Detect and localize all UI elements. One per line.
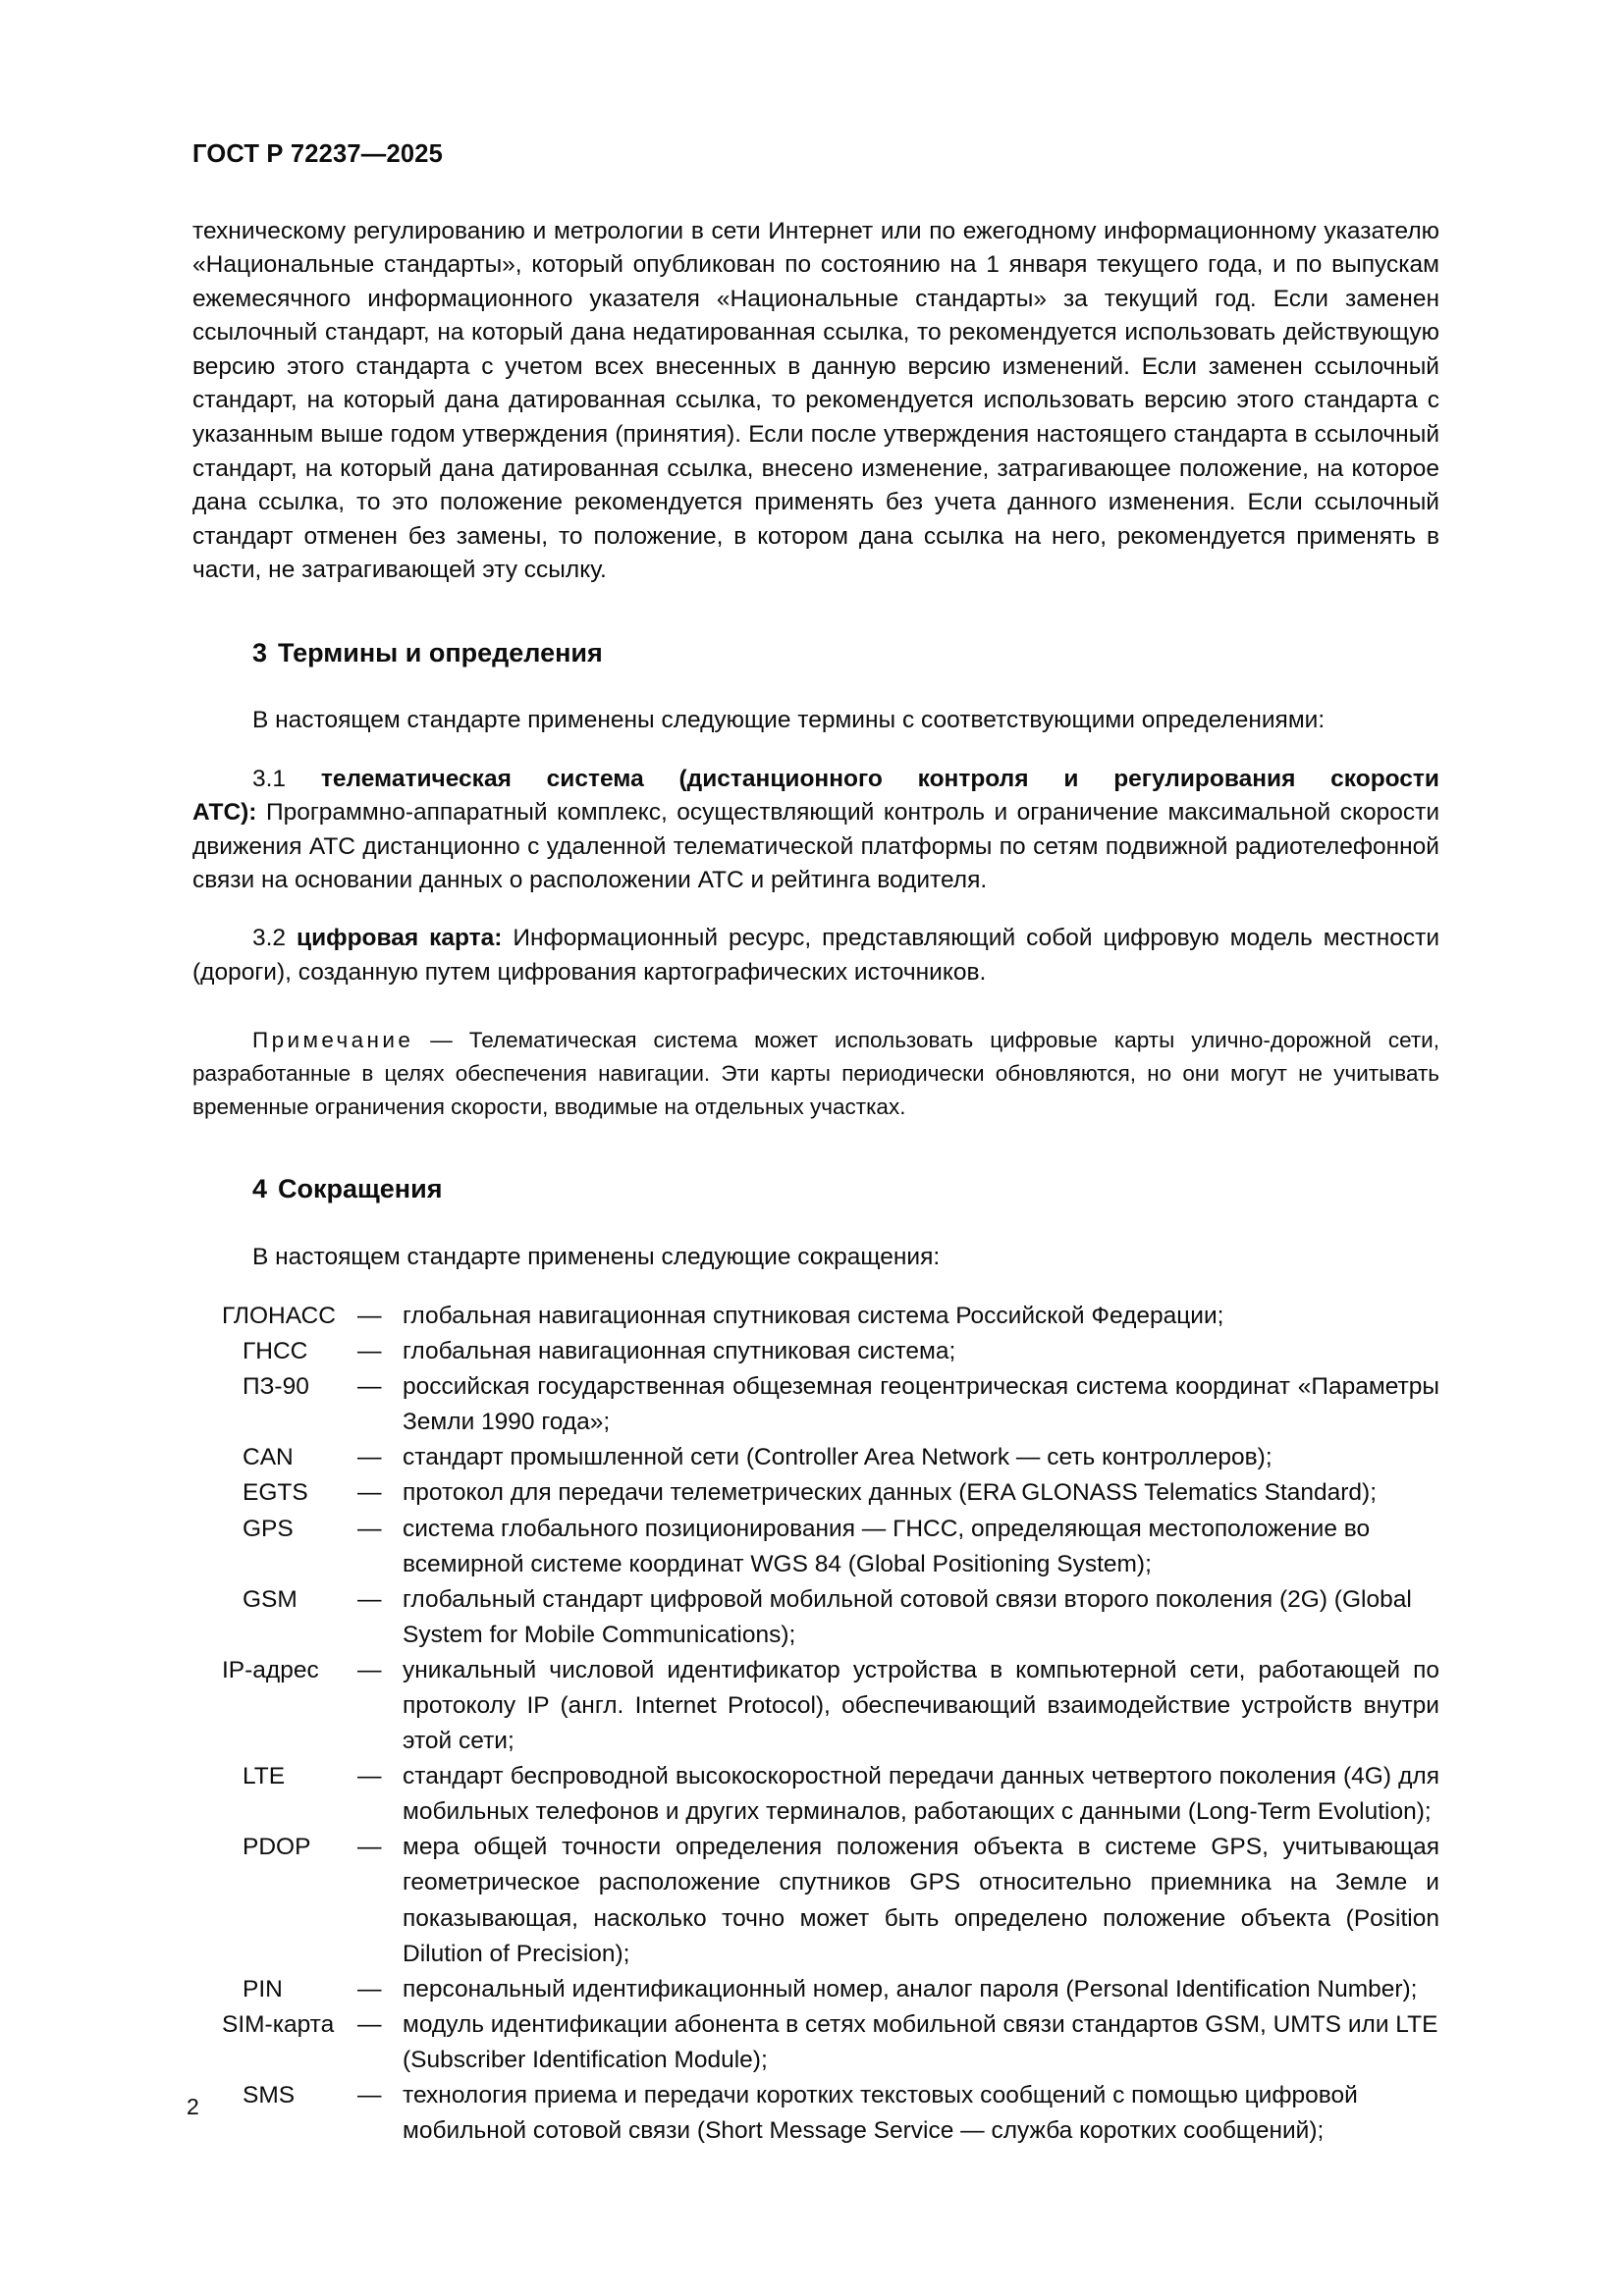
abbreviation-dash: — xyxy=(357,2082,382,2109)
abbreviation-definition: уникальный числовой идентификатор устройства в компьютерной сети, работающей по протоколу IP (англ. Internet Protocol), обеспечивающий взаимодействие устройств внутри этой сети; xyxy=(403,1656,1439,1755)
abbreviation-row xyxy=(192,1830,1439,1971)
note-paragraph xyxy=(192,1024,1439,1125)
intro-paragraph: техническому регулированию и метрологии в сети Интернет или по ежегодному информационному указателю «Национальные стандарты», который опубликован по состоянию на 1 января текущего года, и по выпускам ежемесячного информационного указателя «Национальные стандарты» за текущий год. Если заменен ссылочный стандарт, на который дана недатированная ссылка, то рекомендуется использовать действующую версию этого стандарта с учетом всех внесенных в данную версию изменений. Если заменен ссылочный стандарт, на который дана датированная ссылка, то рекомендуется использовать версию этого стандарта с указанным выше годом утверждения (принятия). Если после утверждения настоящего стандарта в ссылочный стандарт, на который дана датированная ссылка, внесено изменение, затрагивающее положение, на которое дана ссылка, то это положение рекомендуется применять без учета данного изменения. Если ссылочный стандарт отменен без замены, то положение, в котором дана ссылка на него, рекомендуется применять в части, не затрагивающей эту ссылку. xyxy=(192,217,1439,584)
section-heading-abbreviations xyxy=(252,1173,1439,1204)
abbreviation-term: SMS xyxy=(243,2082,296,2109)
abbreviation-definition: глобальная навигационная спутниковая система Российской Федерации; xyxy=(403,1302,1224,1329)
term-entry-3-1 xyxy=(192,763,1439,898)
abbreviations-lead-in: В настоящем стандарте применены следующие сокращения: xyxy=(252,1243,941,1270)
abbreviation-row xyxy=(192,1440,1439,1475)
abbreviation-term: IP-адрес xyxy=(222,1656,319,1683)
term-entry-3-2 xyxy=(192,922,1439,989)
abbreviation-term: GSM xyxy=(243,1585,298,1613)
abbreviation-dash: — xyxy=(357,1302,382,1329)
abbreviation-row xyxy=(192,2007,1439,2078)
abbreviation-dash: — xyxy=(357,1656,382,1683)
abbreviation-definition: стандарт беспроводной высокоскоростной передачи данных четвертого поколения (4G) для мобильных телефонов и других терминалов, работающих с данными (Long-Term Evolution); xyxy=(403,1763,1439,1826)
abbreviation-definition: российская государственная общеземная геоцентрическая система координат «Параметры Земли 1990 года»; xyxy=(403,1373,1439,1436)
abbreviation-dash: — xyxy=(357,1834,382,1861)
abbreviation-row xyxy=(192,1759,1439,1830)
abbreviation-definition: технология приема и передачи коротких текстовых сообщений с помощью цифровой мобильной сотовой связи (Short Message Service — служба коротких сообщений); xyxy=(403,2082,1358,2145)
abbreviation-dash: — xyxy=(357,1479,382,1507)
abbreviation-definition: глобальная навигационная спутниковая система; xyxy=(403,1338,956,1365)
abbreviation-term: PIN xyxy=(243,1975,283,2002)
abbreviation-row xyxy=(192,1369,1439,1440)
terms-block xyxy=(192,704,1439,1124)
abbreviation-row xyxy=(192,1475,1439,1511)
abbreviation-term: GPS xyxy=(243,1515,294,1542)
abbreviation-term: LTE xyxy=(243,1763,286,1790)
abbreviation-definition: стандарт промышленной сети (Controller Area Network — сеть контроллеров); xyxy=(403,1444,1272,1471)
section-number-abbreviations: 4 xyxy=(252,1174,268,1204)
abbreviation-dash: — xyxy=(357,1763,382,1790)
abbreviation-term: EGTS xyxy=(243,1479,308,1507)
abbreviation-dash: — xyxy=(357,1444,382,1471)
abbreviation-row xyxy=(192,1512,1439,1582)
abbreviation-term: PDOP xyxy=(243,1834,311,1861)
note-label: Примечание xyxy=(252,1027,414,1052)
abbreviation-definition: персональный идентификационный номер, аналог пароля (Personal Identification Number); xyxy=(403,1975,1418,2002)
term-name-3-1: телематическая система (дистанционного контроля и регулирования скорости АТС): xyxy=(192,765,1439,827)
abbreviation-term: CAN xyxy=(243,1444,294,1471)
document-header-standard-number: ГОСТ Р 72237—2025 xyxy=(192,140,444,168)
abbreviation-definition: модуль идентификации абонента в сетях мобильной связи стандартов GSM, UMTS или LTE (Subscriber Identification Module); xyxy=(403,2010,1438,2073)
abbreviation-row xyxy=(192,1653,1439,1759)
abbreviation-row xyxy=(192,1299,1439,1334)
abbreviation-definition: глобальный стандарт цифровой мобильной сотовой связи второго поколения (2G) (Global System for Mobile Communications); xyxy=(403,1585,1412,1648)
abbreviation-row xyxy=(192,1582,1439,1653)
term-name-3-2: цифровая карта: xyxy=(297,925,503,952)
abbreviation-definition: протокол для передачи телеметрических данных (ERA GLONASS Telematics Standard); xyxy=(403,1479,1378,1507)
note-dash: — xyxy=(413,1027,469,1052)
abbreviation-definition: мера общей точности определения положения объекта в системе GPS, учитывающая геометрическое расположение спутников GPS относительно приемника на Земле и показывающая, насколько точно может быть определено положение объекта (Position Dilution of Precision); xyxy=(403,1834,1439,1967)
abbreviation-term: SIM-карта xyxy=(222,2010,335,2038)
term-definition-3-2: Информационный ресурс, представляющий собой цифровую модель местности (дороги), созданную путем цифрования картографических источников. xyxy=(192,925,1440,986)
note-text: Телематическая система может использовать цифровые карты улично-дорожной сети, разработанные в целях обеспечения навигации. Эти карты периодически обновляются, но они могут не учитывать временные ограничения скорости, вводимые на отдельных участках. xyxy=(192,1027,1439,1120)
abbreviation-row xyxy=(192,1972,1439,2007)
term-definition-3-1: Программно-аппаратный комплекс, осуществляющий контроль и ограничение максимальной скорости движения АТС дистанционно с удаленной телематической платформы по сетям подвижной радиотелефонной связи на основании данных о расположении АТС и рейтинга водителя. xyxy=(192,799,1439,894)
page-number: 2 xyxy=(187,2094,199,2119)
abbreviation-term: ПЗ-90 xyxy=(243,1373,309,1401)
terms-lead-in: В настоящем стандарте применены следующие термины с соответствующими определениями: xyxy=(252,707,1326,734)
section-title-abbreviations: Сокращения xyxy=(278,1174,443,1204)
abbreviation-dash: — xyxy=(357,1338,382,1365)
section-number-terms: 3 xyxy=(252,638,268,668)
abbreviation-dash: — xyxy=(357,1515,382,1542)
abbreviation-dash: — xyxy=(357,1373,382,1401)
section-heading-terms xyxy=(252,637,1439,668)
abbreviation-dash: — xyxy=(357,2010,382,2038)
abbreviation-term: ГЛОНАСС xyxy=(222,1302,336,1329)
term-number-3-2: 3.2 xyxy=(252,925,287,952)
abbreviations-list xyxy=(192,1299,1439,2149)
term-number-3-1: 3.1 xyxy=(252,765,287,792)
abbreviation-term: ГНСС xyxy=(243,1338,308,1365)
abbreviation-definition: система глобального позиционирования — ГНСС, определяющая местоположение во всемирной системе координат WGS 84 (Global Positioning System); xyxy=(403,1515,1371,1577)
abbreviation-row xyxy=(192,1334,1439,1369)
abbreviation-dash: — xyxy=(357,1975,382,2002)
abbreviation-dash: — xyxy=(357,1585,382,1613)
section-title-terms: Термины и определения xyxy=(278,638,603,668)
page-content xyxy=(192,0,1439,2149)
abbreviation-row xyxy=(192,2078,1439,2149)
